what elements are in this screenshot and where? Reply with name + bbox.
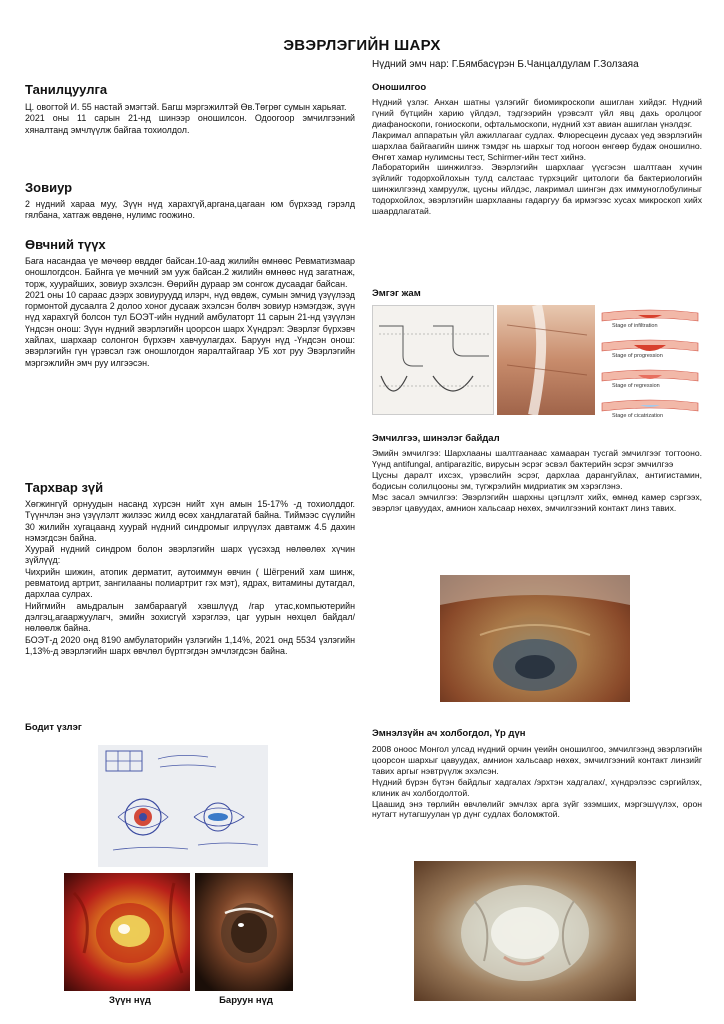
treatment-eye-photo: [440, 575, 630, 702]
significance-paragraph-2: Нүдний бүрэн бүтэн байдлыг хадгалах /эрхтэн хадгалах/, хүндрэлээс сэргийлэх, клиник ач холбогдолтой.: [372, 776, 702, 798]
stage-label-1: Stage of infiltration: [612, 323, 658, 329]
stage-band-2: [602, 340, 698, 351]
intro-section: [25, 82, 355, 136]
stage-band-3: [602, 370, 698, 381]
diagnosis-heading: Оношилгоо: [372, 82, 427, 93]
significance-section: [372, 728, 702, 820]
pathogenesis-diagram-1: [372, 305, 494, 415]
treatment-paragraph-2: Цусны даралт ихсэх, үрэвслийн эсрэг, дархлаа дарангуйлах, антигистамин, бодисын солилцооны эм, түгжрэлийн мидриатик эм хэрэглэнэ.: [372, 469, 702, 491]
authors-line: Нүдний эмч нар: Г.Бямбасүрэн Б.Чанцалдулам Г.Золзаяа: [372, 59, 639, 70]
significance-paragraph-1: 2008 оноос Монгол улсад нүдний орчин үеийн оношилгоо, эмчилгээнд эвэрлэгийн цоорсон шархыг цавуудах, амнион хальсаар нөхөх, эмчилгээний контакт линзийг тавих аргыг нэвтрүүлж эхэлсэн.: [372, 744, 702, 776]
stage-label-2: Stage of progression: [612, 353, 663, 359]
eye-sketch-photo: [98, 745, 268, 867]
intro-paragraph-1: Ц. овогтой И. 55 настай эмэгтэй. Багш мэргэжилтэй Өв.Төгрөг сумын харьяат.: [25, 102, 347, 112]
stage-label-3: Stage of regression: [612, 383, 660, 389]
left-eye-caption: Зүүн нүд: [109, 995, 151, 1006]
result-eye-photo: [414, 861, 636, 1001]
complaint-heading: Зовиур: [25, 180, 73, 195]
epidemiology-paragraph-5: БОЭТ-д 2020 онд 8190 амбулаторийн үзлэгийн 1,14%, 2021 онд 5534 үзлэгийн 1,13%-д эвэрлэгийн шарх өвчлөл бүртгэгдэн эмчлэгдсэн байна.: [25, 634, 355, 656]
right-eye-caption: Баруун нүд: [219, 995, 273, 1006]
epidemiology-heading: Тархвар зүй: [25, 480, 104, 495]
treatment-paragraph-1: Эмийн эмчилгээ: Шархлааны шалтгаанаас хамааран тусгай эмчилгээг тогтооно. Үүнд antifungal, antiparazitic, вирусын эсрэг эсвэл бактерийн эсрэг эмчилгээ: [372, 448, 702, 469]
epidemiology-paragraph-3: Чихрийн шижин, атопик дерматит, аутоиммун өвчин ( Шёгрений хам шинж, ревматоид артрит, зангилааны полиартрит гэх мэт), ядрах, витамины дутагдал, дархлаа сулрах.: [25, 566, 355, 600]
significance-paragraph-3: Цаашид энэ төрлийн өвчлөлийг эмчлэх арга зүйг эзэмших, мэргэшүүлэх, орон нутагт нутагшуулан үр дүнг судлах боломжтой.: [372, 798, 702, 820]
stage-band-4: [602, 400, 698, 411]
pathogenesis-heading: Эмгэг жам: [372, 288, 421, 299]
diagnosis-paragraph-2: Лакримал аппаратын үйл ажиллагааг судлах. Флюресцеин дусаах үед эвэрлэгийн шархлаа байгаагийн шинж тэмдэг нь шархыг тод ногоон өнгөөр будаж оношилно. Өнгөт хамар нулимсны тест, Schirmer-ийн тест хийнэ.: [372, 129, 702, 162]
stage-band-1: [602, 310, 698, 321]
diagnosis-section: [372, 82, 702, 217]
pathogenesis-stages-diagram: [598, 305, 702, 427]
intro-paragraph-2: 2021 оны 11 сарын 21-нд шинээр оношилсон. Одоогоор эмчилгээний хяналтанд эмчлүүлж байгаа тохиолдол.: [25, 113, 355, 135]
left-eye-photo: [64, 873, 190, 991]
significance-heading: Эмнэлзүйн ач холбогдол, Үр дүн: [372, 728, 526, 739]
epidemiology-paragraph-2: Хуурай нүдний синдром болон эвэрлэгийн шарх үүсэхэд нөлөөлөх хүчин зүйлүүд:: [25, 544, 355, 566]
stage-label-4: Stage of cicatrization: [612, 413, 664, 419]
history-paragraph-1: Бага насандаа үе мөчөөр өвддөг байсан.10-аад жилийн өмнөөс Ревматизмаар оношлогдсон. Байнга үе мөчний эм ууж байсан.2 жилийн өмнөөс нүд загатнаж, торж, хуурайших, зовиур эхэлсэн. Өөрийн дураар эм сонгож дусаадаг байсан.: [25, 256, 355, 289]
diagnosis-paragraph-3: Лабораторийн шинжилгээ. Эвэрлэгийн шархлааг үүсгэсэн шалтгаан хүчин зүйлийг тодорхойлохын тулд салстаас түрхэцийг цитологи ба бактериологийн шинжилгээнд хамруулж, цусны ийлдэс, лакримал шингэн дэх иммуноглобулиныг тодорхойлох, эвэрлэгийн шархлааны гадаргуу ба ирмэгээс хусах микроскоп хийх шаардлагатай.: [372, 162, 702, 217]
treatment-section: [372, 433, 702, 513]
history-paragraph-2: 2021 оны 10 сараас дээрх зовиуруудд илэрч, нүд өвдөж, сумын эмчид үзүүлээд гормонтой дусаалга 2 долоо хоног дусааж эхэлсэн болвч зовиур нэмэгдэж, зүүн нүд харахгүй болсон тул БОЭТ-ийн нүдний амбулаторт 11 сарын 21-нд үзүүлэн Үндсэн онош: Зүүн нүдний эвэрлэгийн цоорсон шарх Хүндрэл: Эвэрлэг бүрхэвч хайлах, шархаар солонгон бүрхэвч хавчуулагдах. Баруун нүд -Үндсэн онош: эвэрлэгийн гүн үрэвсэл гэж оношлогдон яаралтайгаар УБ хот руу Эвэрлэгийн мэргэжлийн эмч руу илгээсэн.: [25, 289, 355, 368]
exam-heading: Бодит үзлэг: [25, 722, 82, 733]
complaint-paragraph: 2 нүдний хараа муу, Зүүн нүд харахгүй,аргана,цагаан юм бүрхээд гэрэлд гялбана, хатгаж өвдөнө, нулимс гоожино.: [25, 199, 355, 221]
diagnosis-paragraph-1: Нүдний үзлэг. Анхан шатны үзлэгийг биомикроскопи ашиглан хийдэг. Нүдний гүний бүтцийн харию үйлдэл, тэдгээрийн үрэвсэлт үйл явц дахь оролцоог диафаноскопи, гониоскопи, офтальмоскопи, нүдний хэт авиан ашиглан үнэлдэг.: [372, 97, 702, 129]
history-section: [25, 237, 355, 369]
treatment-heading: Эмчилгээ, шинэлэг байдал: [372, 433, 500, 444]
history-heading: Өвчний түүх: [25, 237, 106, 252]
right-eye-photo: [195, 873, 293, 991]
epidemiology-section: [25, 480, 355, 657]
epidemiology-paragraph-1: Хөгжингүй орнуудын насанд хүрсэн нийт хүн амын 15-17% -д тохиолддог. Түүнчлэн энэ үзүүлэлт жилээс жилд өсөх хандлагатай байна. Тиймээс сүүлийн 30 жилийн хугацаанд хуурай нүдний синдромыг илрүүлэх давтамж 4.5 дахин нэмэгдсэн байна.: [25, 499, 355, 543]
treatment-paragraph-3: Мэс засал эмчилгээ: Эвэрлэгийн шархны цэгцлэлт хийх, өмнөд камер сэргээх, эвэрлэг цавуудах, амнион хальсаар нөхөх, эмчилгээний контакт линз тавих.: [372, 491, 702, 513]
complaint-section: [25, 180, 355, 222]
intro-heading: Танилцуулга: [25, 82, 108, 97]
poster-title: ЭВЭРЛЭГИЙН ШАРХ: [283, 37, 441, 54]
pathogenesis-histology-image: [497, 305, 595, 415]
epidemiology-paragraph-4: Нийгмийн амьдралын замбараагүй хэвшлүүд /гар утас,компьютерийн дэлгэц,агааржуулагч, эмийн зохисгүй хэрэглээ, цаг уурын нөхцөл байдал/ нөлөөлж байна.: [25, 600, 355, 634]
